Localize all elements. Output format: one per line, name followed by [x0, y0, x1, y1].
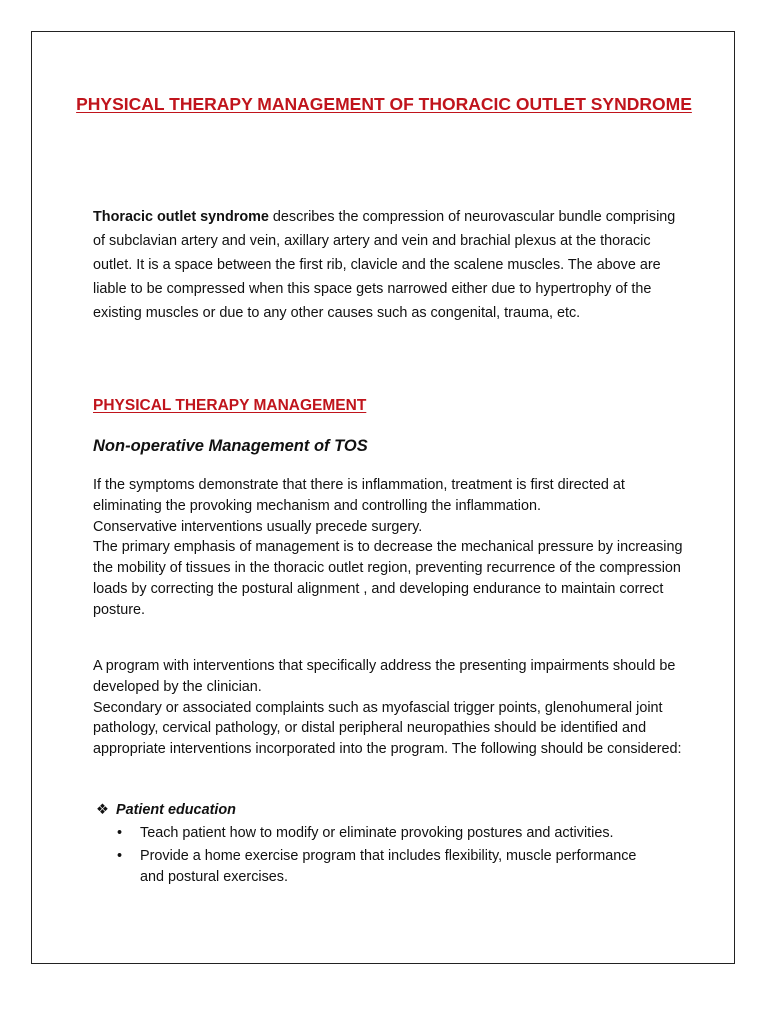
bullet-list: [93, 823, 653, 889]
intro-term: Thoracic outlet syndrome: [93, 209, 269, 225]
paragraph-1: [93, 475, 683, 621]
list-item: [93, 823, 653, 844]
intro-paragraph: [93, 205, 683, 325]
document-title: PHYSICAL THERAPY MANAGEMENT OF THORACIC OUTLET SYNDROME: [76, 94, 692, 114]
paragraph-2-line-2: Secondary or associated complaints such as myofascial trigger points, glenohumeral joint pathology, cervical pathology, or distal peripheral neuropathies should be identified and appropriate interventions incorporated into the program. The following should be considered:: [93, 699, 682, 758]
paragraph-2: [93, 656, 683, 760]
paragraph-1-line-2: Conservative interventions usually precede surgery.: [93, 518, 423, 535]
section-heading: PHYSICAL THERAPY MANAGEMENT: [93, 397, 367, 414]
list-heading: [96, 802, 236, 818]
bullet-dot-icon: •: [117, 825, 123, 841]
list-item: [93, 846, 653, 888]
list-heading-text: Patient education: [116, 802, 236, 818]
paragraph-2-line-1: A program with interventions that specifically address the presenting impairments should be developed by the clinician.: [93, 658, 676, 695]
intro-text: describes the compression of neurovascular bundle comprising of subclavian artery and vein, axillary artery and vein and brachial plexus at the thoracic outlet. It is a space between the first rib, clavicle and the scalene muscles. The above are liable to be compressed when this space gets narrowed either due to hypertrophy of the existing muscles or due to any other causes such as congenital, trauma, etc.: [93, 209, 676, 321]
list-item-text: Teach patient how to modify or eliminate provoking postures and activities.: [140, 825, 614, 841]
paragraph-1-line-1: If the symptoms demonstrate that there is inflammation, treatment is first directed at eliminating the provoking mechanism and controlling the inflammation.: [93, 477, 625, 514]
paragraph-1-line-3: The primary emphasis of management is to decrease the mechanical pressure by increasing the mobility of tissues in the thoracic outlet region, preventing recurrence of the compression loads by correcting the postural alignment , and developing endurance to maintain correct posture.: [93, 539, 683, 618]
diamond-bullet-icon: ❖: [96, 802, 109, 818]
list-item-text: Provide a home exercise program that includes flexibility, muscle performance and postural exercises.: [140, 847, 637, 885]
subheading: Non-operative Management of TOS: [93, 437, 368, 455]
bullet-dot-icon: •: [117, 847, 123, 864]
